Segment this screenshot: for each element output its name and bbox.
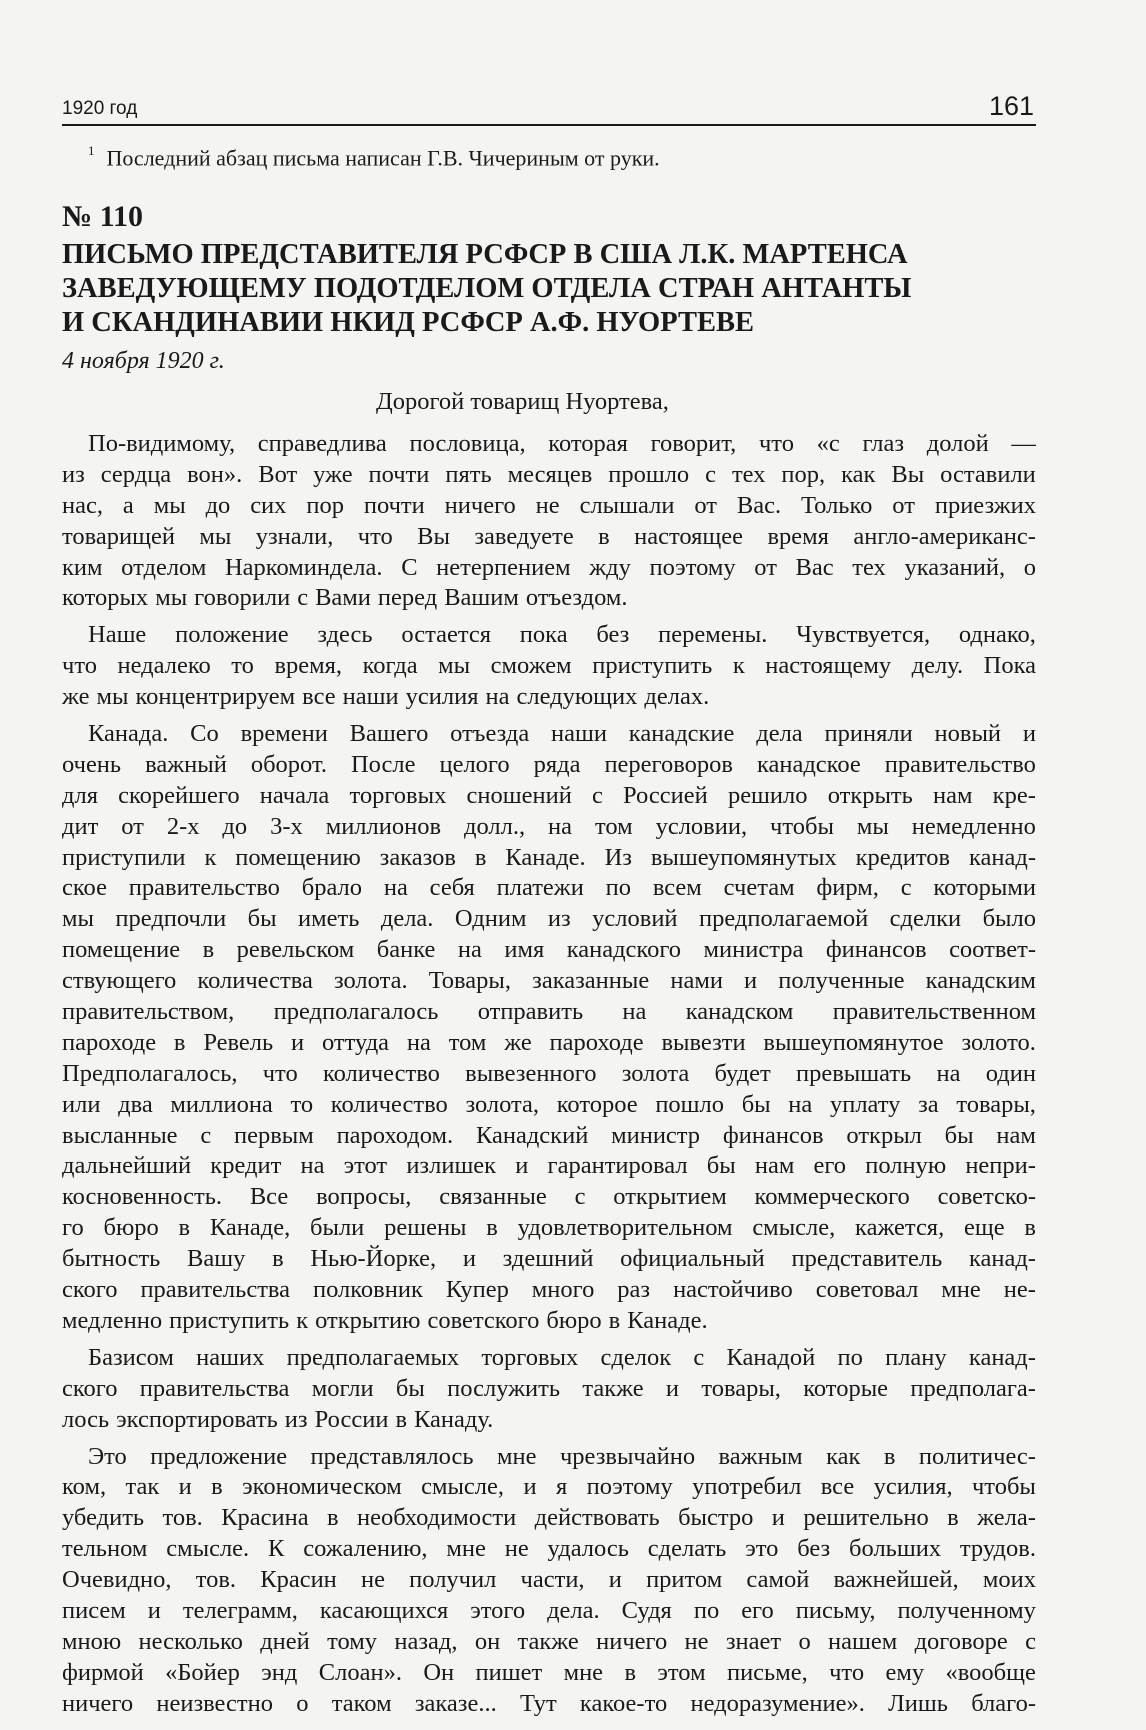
text-line: высланные с первым пароходом. Канадский министр финансов открыл бы нам (62, 1121, 1036, 1149)
paragraph (62, 1343, 1036, 1436)
text-line: ничего неизвестно о таком заказе... Тут какое-то недоразумение». Лишь благо- (62, 1689, 1036, 1717)
text-line: мною несколько дней тому назад, он также ничего не знает о нашем договоре с (62, 1627, 1036, 1655)
text-line: ствующего количества золота. Товары, заказанные нами и полученные канадским (62, 967, 1036, 995)
text-line: дальнейший кредит на этот излишек и гарантировал бы нам его полную непри- (62, 1152, 1036, 1180)
text-line: косновенность. Все вопросы, связанные с открытием коммерческого советско- (62, 1183, 1036, 1211)
text-line: фирмой «Бойер энд Слоан». Он пишет мне в этом письме, что ему «вообще (62, 1658, 1036, 1686)
text-line: ким отделом Наркоминдела. С нетерпением жду поэтому от Вас тех указаний, о (62, 553, 1036, 581)
text-line: бытность Вашу в Нью-Йорке, и здешний официальный представитель канад- (62, 1245, 1036, 1273)
text-line: или два миллиона то количество золота, которое пошло бы на уплату за товары, (62, 1090, 1036, 1118)
text-line: правительством, предполагалось отправить на канадском правительственном (62, 998, 1036, 1026)
text-line: помещение в ревельском банке на имя канадского министра финансов соответ- (62, 936, 1036, 964)
text-line: ского правительства полковник Купер много раз настойчиво советовал мне не- (62, 1276, 1036, 1304)
footnote-text: Последний абзац письма написан Г.В. Чичериным от руки. (106, 145, 660, 171)
title-line: И СКАНДИНАВИИ НКИД РСФСР А.Ф. НУОРТЕВЕ (62, 307, 755, 338)
text-line: ского правительства могли бы послужить также и товары, которые предполага- (62, 1374, 1036, 1402)
text-line: Очевидно, тов. Красин не получил части, и притом самой важнейшей, моих (62, 1566, 1036, 1594)
text-line: что недалеко то время, когда мы сможем приступить к настоящему делу. Пока (62, 652, 1036, 680)
paragraph (62, 620, 1036, 713)
text-line: очень важный оборот. После целого ряда переговоров канадское правительство (62, 750, 1036, 778)
text-line: медленно приступить к открытию советского бюро в Канаде. (62, 1306, 708, 1334)
text-line: пароходе в Ревель и оттуда на том же пароходе вывезти вышеупомянутое золото. (62, 1028, 1036, 1056)
paragraph (62, 1442, 1036, 1720)
title-line: ЗАВЕДУЮЩЕМУ ПОДОТДЕЛОМ ОТДЕЛА СТРАН АНТАНТЫ (62, 273, 912, 304)
text-line: тельном смысле. К сожалению, мне не удалось сделать это без больших трудов. (62, 1535, 1036, 1563)
title-line: ПИСЬМО ПРЕДСТАВИТЕЛЯ РСФСР В США Л.К. МАРТЕНСА (62, 239, 908, 270)
text-line: лось экспортировать из России в Канаду. (62, 1405, 494, 1433)
text-line: же мы концентрируем все наши усилия на следующих делах. (62, 683, 710, 711)
text-line: мы предпочли бы иметь дела. Одним из условий предполагаемой сделки было (62, 905, 1036, 933)
text-line: товарищей мы узнали, что Вы заведуете в настоящее время англо-американс- (62, 522, 1036, 550)
document-date: 4 ноября 1920 г. (62, 348, 225, 374)
text-line: Базисом наших предполагаемых торговых сделок с Канадой по плану канад- (88, 1343, 1036, 1371)
document-number: № 110 (62, 200, 143, 233)
header-year: 1920 год (62, 98, 138, 119)
text-line: Наше положение здесь остается пока без перемены. Чувствуется, однако, (88, 621, 1036, 649)
text-line: для скорейшего начала торговых сношений с Россией решило открыть нам кре- (62, 781, 1036, 809)
text-line: писем и телеграмм, касающихся этого дела. Судя по его письму, полученному (62, 1596, 1036, 1624)
text-line: го бюро в Канаде, были решены в удовлетворительном смысле, кажется, еще в (62, 1214, 1036, 1242)
running-header (62, 88, 1036, 126)
text-line: Предполагалось, что количество вывезенного золота будет превышать на один (62, 1059, 1036, 1087)
text-line: из сердца вон». Вот уже почти пять месяцев прошло с тех пор, как Вы оставили (62, 460, 1036, 488)
text-line: убедить тов. Красина в необходимости действовать быстро и решительно в жела- (62, 1504, 1036, 1532)
paragraph (62, 719, 1036, 1337)
paragraph (62, 429, 1036, 614)
text-line: Это предложение представлялось мне чрезвычайно важным как в политичес- (88, 1442, 1036, 1470)
text-line: приступили к помещению заказов в Канаде. Из вышеупомянутых кредитов канад- (62, 843, 1036, 871)
text-line: дит от 2-х до 3-х миллионов долл., на том условии, чтобы мы немедленно (62, 812, 1036, 840)
salutation: Дорогой товарищ Нуортева, (376, 388, 669, 415)
letter-body (62, 429, 1036, 1726)
footnote-marker: 1 (88, 143, 95, 158)
page-number: 161 (988, 91, 1034, 121)
text-line: нас, а мы до сих пор почти ничего не слышали от Вас. Только от приезжих (62, 491, 1036, 519)
text-line: Канада. Со времени Вашего отъезда наши канадские дела приняли новый и (88, 720, 1036, 748)
text-line: ком, так и в экономическом смысле, и я поэтому употребил все усилия, чтобы (62, 1473, 1036, 1501)
footnote (88, 145, 660, 171)
text-line: По-видимому, справедлива пословица, которая говорит, что «с глаз долой — (88, 430, 1036, 457)
text-line: которых мы говорили с Вами перед Вашим отъездом. (62, 584, 628, 612)
document-title (62, 238, 1042, 340)
text-line: ское правительство брало на себя платежи по всем счетам фирм, с которыми (62, 874, 1036, 902)
